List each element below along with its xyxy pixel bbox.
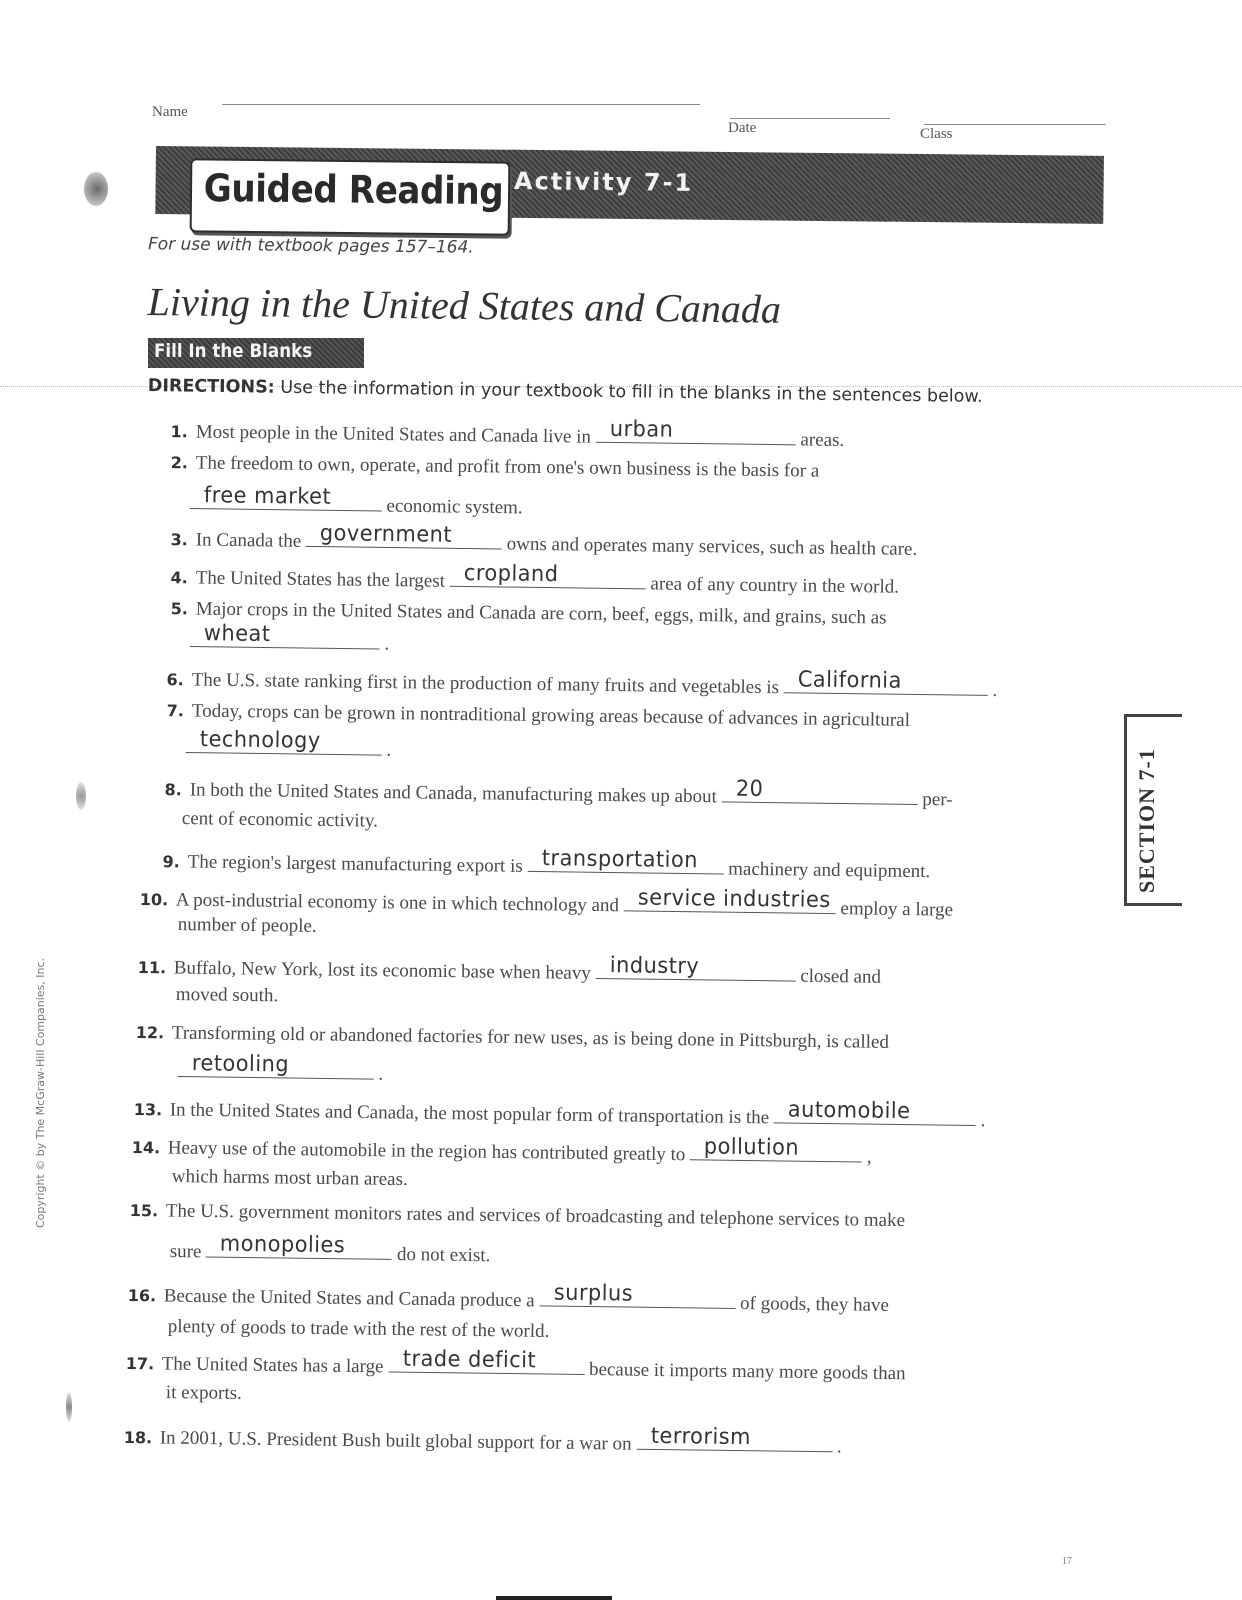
question-number: 8. bbox=[164, 780, 182, 800]
question-text: . bbox=[832, 1436, 842, 1458]
name-label: Name bbox=[152, 104, 188, 120]
handwritten-answer: automobile bbox=[787, 1097, 911, 1125]
page-number: 17 bbox=[1062, 1556, 1072, 1567]
question-continuation bbox=[169, 1231, 491, 1267]
question-item bbox=[160, 414, 845, 452]
question-number: 11. bbox=[137, 957, 167, 978]
question-text: economic system. bbox=[381, 495, 523, 519]
question-continuation bbox=[186, 727, 392, 762]
answer-blank[interactable] bbox=[624, 885, 836, 914]
question-text: , bbox=[861, 1146, 872, 1168]
question-item bbox=[132, 1130, 872, 1169]
question-number: 1. bbox=[170, 422, 188, 442]
question-continuation: cent of economic activity. bbox=[181, 808, 379, 832]
handwritten-answer: monopolies bbox=[220, 1231, 346, 1259]
question-item bbox=[128, 1278, 890, 1317]
question-number: 10. bbox=[139, 889, 169, 910]
question-number: 18. bbox=[123, 1427, 153, 1448]
question-continuation bbox=[178, 1051, 384, 1086]
handwritten-answer: technology bbox=[199, 727, 321, 754]
answer-blank[interactable] bbox=[527, 846, 723, 875]
question-text: Buffalo, New York, lost its economic base when heavy bbox=[173, 957, 596, 984]
directions-label: DIRECTIONS: bbox=[147, 376, 275, 398]
section-tag-label: Fill In the Blanks bbox=[154, 340, 313, 362]
class-label: Class bbox=[920, 126, 953, 142]
answer-blank[interactable] bbox=[190, 621, 380, 649]
answer-blank[interactable] bbox=[690, 1134, 862, 1162]
handwritten-answer: free market bbox=[203, 483, 332, 510]
answer-blank[interactable] bbox=[388, 1346, 584, 1375]
handwritten-answer: surplus bbox=[553, 1280, 633, 1307]
question-text: areas. bbox=[795, 429, 845, 451]
question-text: In both the United States and Canada, manufacturing makes up about bbox=[189, 779, 722, 808]
question-text: do not exist. bbox=[392, 1243, 491, 1267]
question-text: The U.S. government monitors rates and services of broadcasting and telephone services to make bbox=[165, 1200, 906, 1232]
banner-title: Guided Reading bbox=[203, 166, 504, 214]
question-item bbox=[152, 844, 931, 883]
question-text: Because the United States and Canada produce a bbox=[163, 1285, 540, 1312]
handwritten-answer: urban bbox=[609, 416, 674, 443]
question-number: 12. bbox=[135, 1022, 165, 1043]
question-number: 6. bbox=[166, 670, 184, 690]
question-text: Most people in the United States and Canada live in bbox=[195, 421, 596, 448]
activity-label: Activity 7-1 bbox=[513, 167, 694, 197]
answer-blank[interactable] bbox=[190, 483, 382, 512]
question-item bbox=[154, 772, 953, 811]
handwritten-answer: industry bbox=[609, 953, 700, 980]
question-continuation: it exports. bbox=[165, 1382, 242, 1404]
punch-hole-icon bbox=[76, 782, 86, 810]
question-text: . bbox=[987, 679, 998, 702]
question-text: machinery and equipment. bbox=[723, 858, 931, 883]
answer-blank[interactable] bbox=[206, 1231, 392, 1259]
answer-blank[interactable] bbox=[596, 416, 796, 446]
question-text: In 2001, U.S. President Bush built global support for a war on bbox=[159, 1427, 637, 1455]
answer-blank[interactable] bbox=[774, 1097, 976, 1126]
copyright-notice: Copyright © by The McGraw-Hill Companies, Inc. bbox=[34, 957, 47, 1228]
question-text: Heavy use of the automobile in the region has contributed greatly to bbox=[167, 1137, 691, 1166]
question-text: Major crops in the United States and Canada are corn, beef, eggs, milk, and grains, such as bbox=[195, 598, 887, 629]
handwritten-answer: government bbox=[319, 521, 453, 548]
question-text: The freedom to own, operate, and profit from one's own business is the basis for a bbox=[195, 452, 820, 482]
question-number: 4. bbox=[170, 568, 188, 588]
scan-edge-mark bbox=[496, 1596, 612, 1600]
question-continuation: plenty of goods to trade with the rest of the world. bbox=[167, 1316, 550, 1342]
question-text: The United States has the largest bbox=[195, 567, 450, 592]
textbook-pages-note: For use with textbook pages 157–164. bbox=[147, 234, 474, 258]
section-side-tab bbox=[1124, 714, 1182, 906]
question-number: 5. bbox=[170, 599, 188, 619]
question-item bbox=[126, 1346, 906, 1385]
question-text: Transforming old or abandoned factories for new uses, as is being done in Pittsburgh, is called bbox=[171, 1022, 890, 1053]
answer-blank[interactable] bbox=[186, 727, 382, 756]
date-label: Date bbox=[728, 120, 757, 136]
question-text: closed and bbox=[795, 965, 882, 988]
handwritten-answer: cropland bbox=[463, 560, 559, 588]
question-item bbox=[160, 522, 918, 561]
question-text: . bbox=[379, 633, 390, 655]
answer-blank[interactable] bbox=[539, 1280, 735, 1309]
question-number: 2. bbox=[170, 453, 188, 473]
question-number: 3. bbox=[170, 530, 188, 550]
question-item bbox=[130, 1200, 905, 1232]
handwritten-answer: service industries bbox=[637, 885, 831, 914]
question-text: owns and operates many services, such as health care. bbox=[501, 533, 918, 560]
handwritten-answer: transportation bbox=[541, 846, 698, 874]
handwritten-answer: retooling bbox=[191, 1051, 290, 1078]
question-text: of goods, they have bbox=[735, 1292, 890, 1316]
date-field[interactable] bbox=[730, 118, 890, 119]
question-number: 13. bbox=[133, 1099, 163, 1120]
question-number: 17. bbox=[125, 1353, 155, 1374]
question-text: In the United States and Canada, the most popular form of transportation is the bbox=[169, 1099, 775, 1129]
directions bbox=[148, 376, 983, 407]
question-text: . bbox=[373, 1063, 384, 1085]
punch-hole-icon bbox=[66, 1392, 72, 1422]
question-number: 15. bbox=[129, 1200, 159, 1221]
side-tab-label: SECTION 7-1 bbox=[1134, 748, 1159, 893]
question-continuation: moved south. bbox=[175, 984, 279, 1007]
question-number: 16. bbox=[127, 1285, 157, 1306]
question-text: per- bbox=[917, 788, 953, 811]
question-continuation: number of people. bbox=[177, 914, 317, 937]
question-item bbox=[138, 950, 882, 989]
question-continuation bbox=[190, 621, 390, 656]
question-item bbox=[160, 452, 820, 483]
question-item bbox=[136, 1022, 889, 1054]
directions-text: Use the information in your textbook to fill in the blanks in the sentences below. bbox=[280, 377, 983, 407]
handwritten-answer: trade deficit bbox=[402, 1346, 536, 1374]
question-text: The U.S. state ranking first in the production of many fruits and vegetables is bbox=[191, 669, 784, 699]
question-text: The region's largest manufacturing export is bbox=[187, 851, 528, 877]
question-text: because it imports many more goods than bbox=[584, 1359, 906, 1385]
question-item bbox=[160, 560, 900, 599]
question-text: In Canada the bbox=[195, 529, 307, 552]
question-item bbox=[156, 662, 998, 702]
answer-blank[interactable] bbox=[178, 1051, 374, 1080]
handwritten-answer: terrorism bbox=[650, 1423, 751, 1451]
answer-blank[interactable] bbox=[784, 667, 988, 696]
question-continuation bbox=[190, 483, 523, 519]
answer-blank[interactable] bbox=[636, 1423, 832, 1453]
punch-hole-icon bbox=[84, 172, 108, 206]
class-field[interactable] bbox=[924, 124, 1106, 125]
handwritten-answer: California bbox=[797, 667, 903, 694]
question-continuation: which harms most urban areas. bbox=[171, 1166, 408, 1191]
question-text: employ a large bbox=[835, 898, 954, 921]
question-item bbox=[134, 1092, 986, 1132]
question-number: 9. bbox=[162, 852, 180, 872]
side-tab-bar bbox=[1124, 717, 1127, 903]
question-text: Today, crops can be grown in nontraditional growing areas because of advances in agricultural bbox=[191, 700, 911, 731]
answer-blank[interactable] bbox=[306, 521, 502, 550]
handwritten-answer: 20 bbox=[735, 776, 764, 802]
answer-blank[interactable] bbox=[595, 953, 795, 982]
question-text: A post-industrial economy is one in which technology and bbox=[175, 889, 624, 917]
page-title: Living in the United States and Canada bbox=[147, 278, 782, 332]
handwritten-answer: pollution bbox=[704, 1134, 800, 1161]
section-tag bbox=[148, 338, 364, 368]
question-item bbox=[124, 1420, 842, 1458]
question-text: The United States has a large bbox=[161, 1353, 389, 1378]
question-item bbox=[156, 700, 910, 732]
question-text: . bbox=[975, 1110, 986, 1132]
answer-blank[interactable] bbox=[450, 560, 646, 590]
handwritten-answer: wheat bbox=[203, 621, 271, 648]
question-number: 7. bbox=[166, 701, 184, 721]
name-field[interactable] bbox=[222, 104, 700, 105]
question-text: area of any country in the world. bbox=[645, 573, 900, 598]
question-text: . bbox=[381, 739, 392, 761]
answer-blank[interactable] bbox=[722, 776, 918, 805]
question-number: 14. bbox=[131, 1137, 161, 1158]
question-text: sure bbox=[169, 1240, 207, 1263]
